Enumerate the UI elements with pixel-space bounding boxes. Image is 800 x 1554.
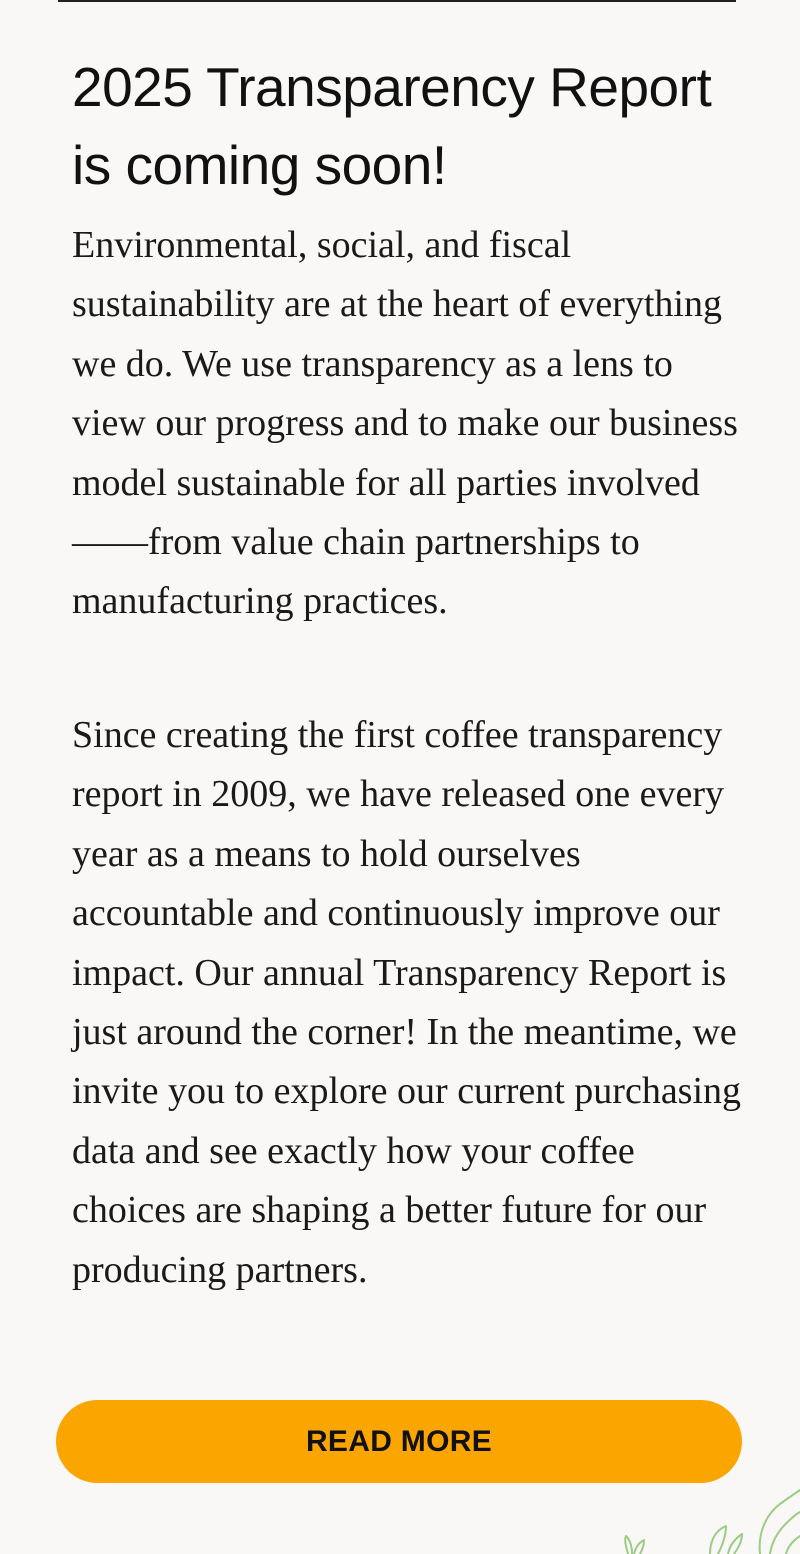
section-title: 2025 Transparency Report is coming soon! [72, 56, 712, 196]
intro-paragraph: Environmental, social, and fiscal sustainability are at the heart of everything we do. We use transparency as a lens to view our progress and to make our business model sustainable for all parties involved——from value chain partnerships to manufacturing practices. [72, 224, 738, 623]
read-more-button[interactable]: READ MORE [56, 1400, 742, 1483]
history-paragraph: Since creating the first coffee transparency report in 2009, we have released one every year as a means to hold ourselves accountable and continuously improve our impact. Our annual Transparency Report is just around the corner! In the meantime, we invite you to explore our current purchasing data and see exactly how your coffee choices are shaping a better future for our producing partners. [72, 714, 742, 1291]
plant-sketch-icon [610, 1470, 800, 1554]
top-divider [58, 0, 736, 2]
